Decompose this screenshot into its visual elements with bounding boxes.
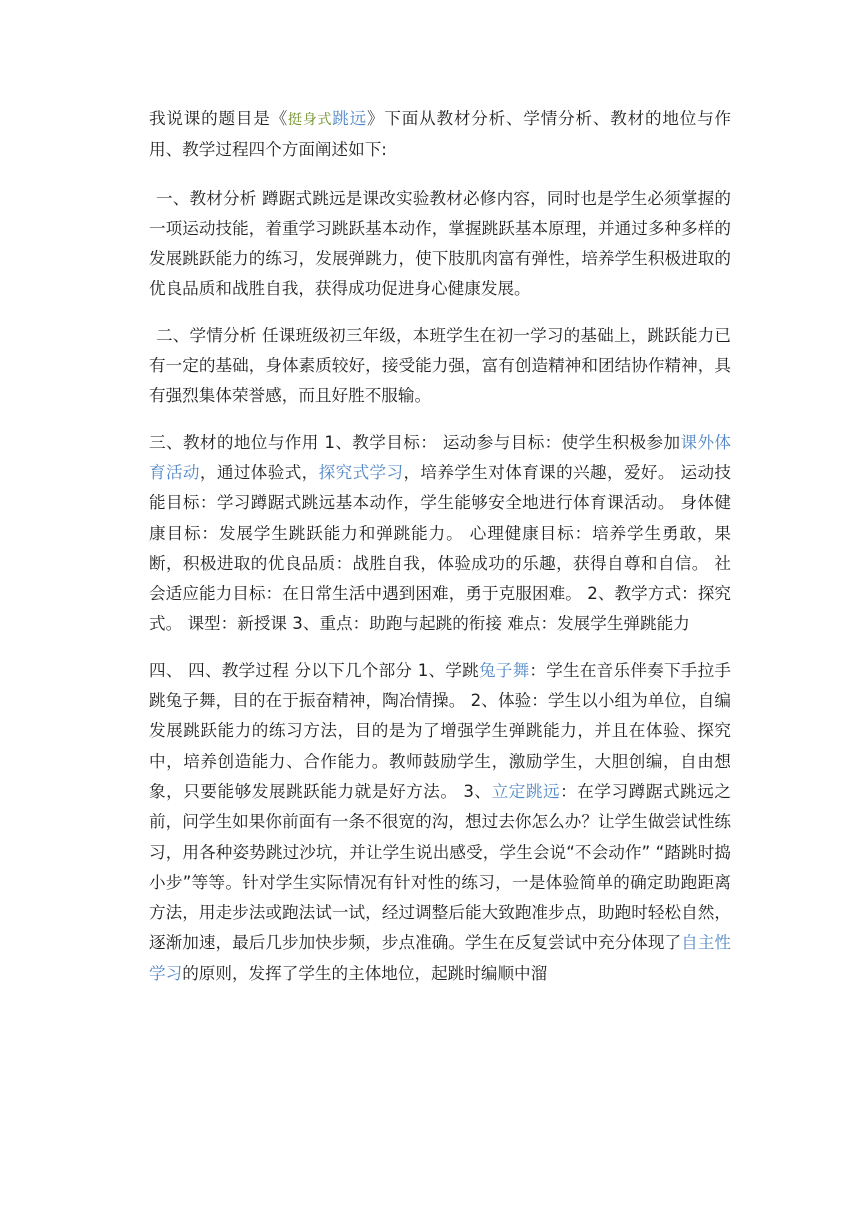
link-tiaoyuan[interactable]: 跳远 [332,109,368,128]
document-body [149,104,731,1005]
process-text-b: ：学生在音乐伴奏下手拉手跳兔子舞，目的在于振奋精神，陶冶情操。 2、体验：学生以小组为单位，自编发展跳跃能力的练习方法，目的是为了增强学生弹跳能力，并且在体验、探究中，培养创造能力、合作能力。教师鼓励学生，激励学生，大胆创编，自由想象，只要能够发展跳跃能力就是好方法。 3、 [149,660,731,801]
paragraph-intro [149,104,731,166]
role-text-b: ，通过体验式， [199,462,319,482]
paragraph-student-analysis: 二、学情分析 任课班级初三年级，本班学生在初一学习的基础上，跳跃能力已有一定的基础，身体素质较好，接受能力强，富有创造精神和团结协作精神，具有强烈集体荣誉感，而且好胜不服输。 [149,325,731,406]
role-text-a: 三、教材的地位与作用 1、教学目标： 运动参与目标：使学生积极参加 [149,432,681,452]
process-text-c: ：在学习蹲踞式跳远之前，问学生如果你前面有一条不很宽的沟，想过去你怎么办？让学生做尝试性练习，用各种姿势跳过沙坑，并让学生说出感受，学生会说“不会动作” “踏跳时捣小步”等等。针对学生实际情况有针对性的练习，一是体验简单的确定助跑距离方法，用走步法或跑法试一试，经过调整后能大致跑准步点，助跑时轻松自然，逐渐加速，最后几步加快步频，步点准确。学生在反复尝试中充分体现了 [149,781,731,953]
intro-text-a: 我说课的题目是《 [149,109,288,128]
intro-text-b: 》下面从教材分析、学情分析、教材的地位与作用、教学过程四个方面阐述如下: [149,109,732,160]
paragraph-material-analysis: 一、教材分析 蹲踞式跳远是课改实验教材必修内容，同时也是学生必须掌握的一项运动技能，着重学习跳跃基本动作，掌握跳跃基本原理，并通过多种多样的发展跳跃能力的练习，发展弹跳力，使下肢肌肉富有弹性，培养学生积极进取的优良品质和战胜自我，获得成功促进身心健康发展。 [149,188,731,299]
role-text-c: ，培养学生对体育课的兴趣，爱好。 运动技能目标：学习蹲踞式跳远基本动作，学生能够安全地进行体育课活动。 身体健康目标：发展学生跳跃能力和弹跳能力。 心理健康目标：培养学生勇敢，果断，积极进取的优良品质：战胜自我，体验成功的乐趣，获得自尊和自信。 社会适应能力目标：在日常生活中遇到困难，勇于克服困难。 2、教学方式：探究式。 课型：新授课 3、重点：助跑与起跳的衔接 难点：发展学生弹跳能力 [149,462,732,634]
link-extracurricular-pe[interactable]: 课外体育活动 [149,432,732,482]
process-text-d: 的原则，发挥了学生的主体地位，起跳时编顺中溜 [182,963,548,983]
link-bunny-dance[interactable]: 兔子舞 [478,660,530,680]
intro-brand-text: 挺身式 [287,112,333,128]
process-text-a: 四、 四、教学过程 分以下几个部分 1、学跳 [149,660,479,680]
link-autonomous-learning[interactable]: 自主性学习 [149,933,732,983]
link-inquiry-learning[interactable]: 探究式学习 [318,462,404,482]
paragraph-material-role [149,428,731,640]
link-standing-long-jump[interactable]: 立定跳远 [491,781,561,801]
paragraph-teaching-process [149,656,731,989]
